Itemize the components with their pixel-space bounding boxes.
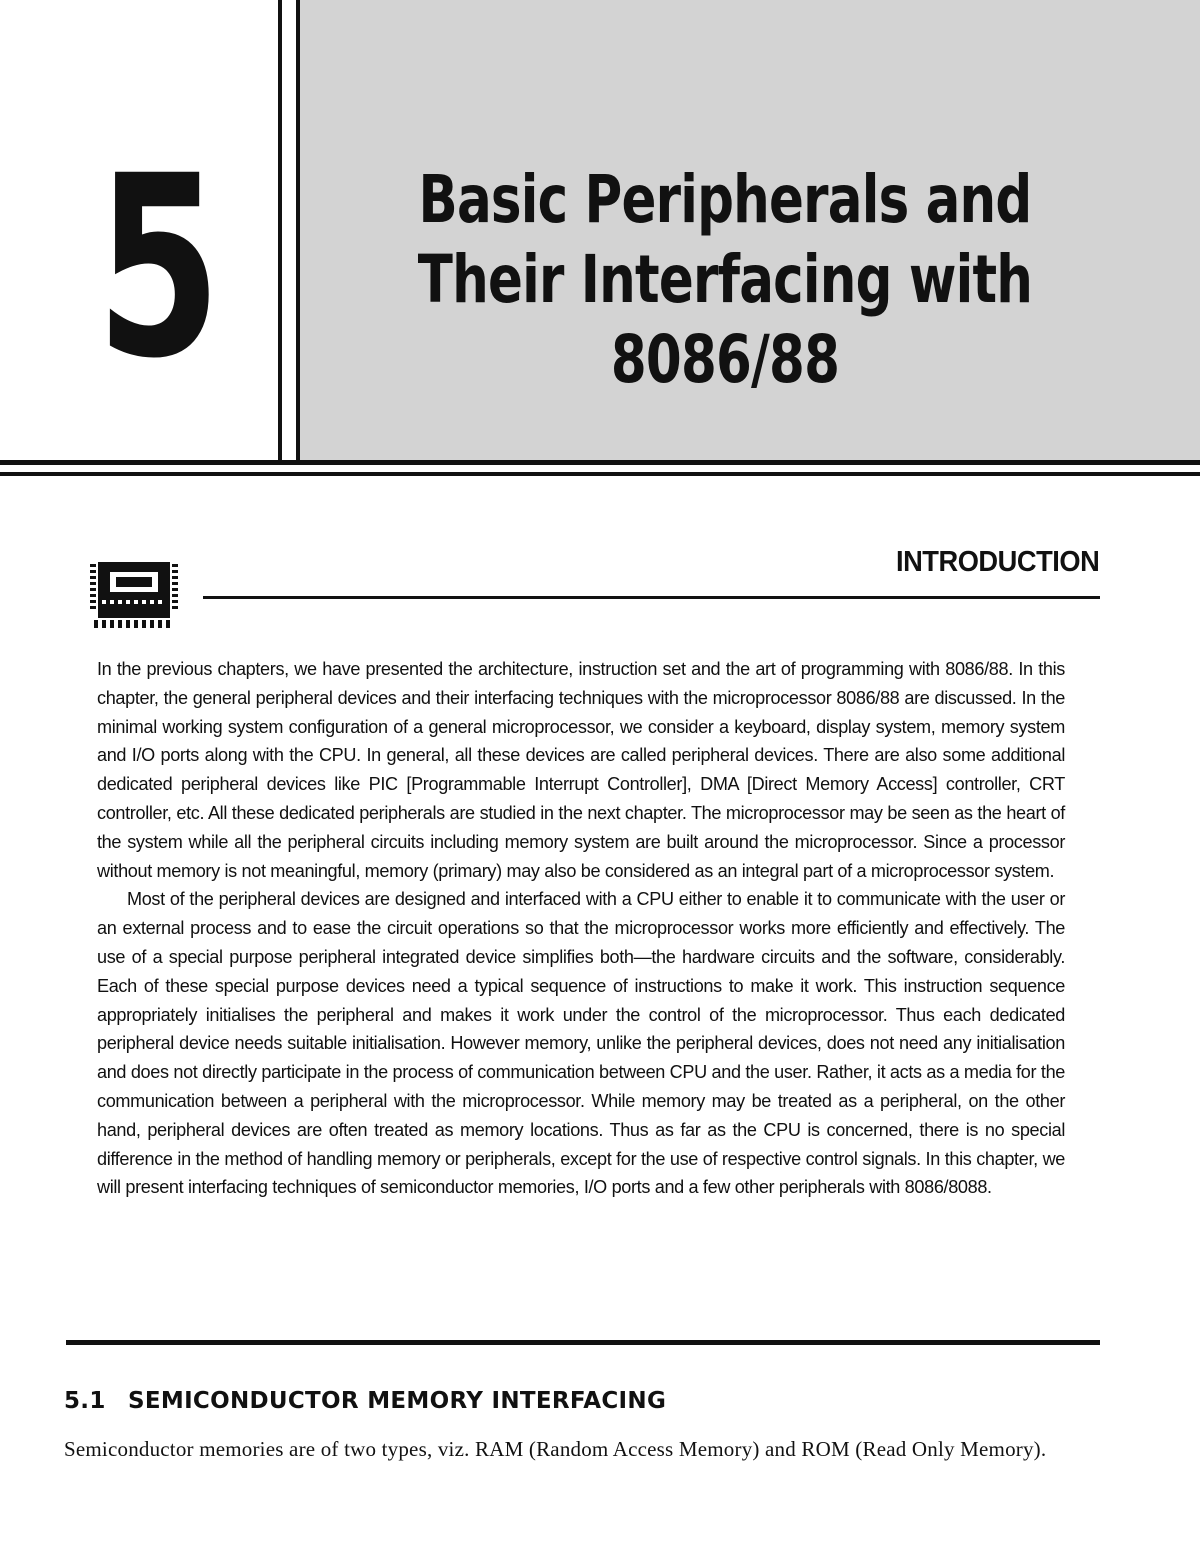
paragraph: In the previous chapters, we have presented the architecture, instruction set and the art of programming with 8086/88. In this chapter, the general peripheral devices and their interfacing techniques with the microprocessor 8086/88 are discussed. In the minimal working system configuration of a general microprocessor, we consider a keyboard, display system, memory system and I/O ports along with the CPU. In general, all these devices are called peripheral devices. There are also some additional dedicated peripheral devices like PIC [Programmable Interrupt Controller], DMA [Direct Memory Access] controller, CRT controller, etc. All these dedicated peripherals are studied in the next chapter. The microprocessor may be seen as the heart of the system while all the peripheral circuits including memory system are built around the microprocessor. Since a processor without memory is not meaningful, memory (primary) may also be considered as an integral part of a microprocessor system. [97, 659, 1065, 881]
header-divider-secondary [0, 472, 1200, 476]
paragraph: Most of the peripheral devices are designed and interfaced with a CPU either to enable it to communicate with the user or an external process and to ease the circuit operations so that the microprocessor works more efficiently and effectively. The use of a special purpose peripheral integrated device simplifies both—the hardware circuits and the software, considerably. Each of these special purpose devices need a typical sequence of instructions to make it work. This instruction sequence appropriately initialises the peripheral and makes it work under the control of the microprocessor. Thus each dedicated peripheral device needs suitable initialisation. However memory, unlike the peripheral devices, does not need any initialisation and does not directly participate in the process of communication between CPU and the user. Rather, it acts as a media for the communication between a peripheral with the microprocessor. While memory may be treated as a peripheral, on the other hand, peripheral devices are often treated as memory locations. Thus as far as the CPU is concerned, there is no special difference in the method of handling memory or peripherals, except for the use of respective control signals. In this chapter, we will present interfacing techniques of semiconductor memories, I/O ports and a few other peripherals with 8086/8088. [97, 889, 1065, 1198]
section-number: 5.1 [64, 1388, 106, 1414]
section-title: SEMICONDUCTOR MEMORY INTERFACING [128, 1388, 667, 1414]
header-divider [0, 460, 1200, 465]
chapter-title-panel [296, 0, 1200, 462]
section-paragraph: Semiconductor memories are of two types, viz. RAM (Random Access Memory) and ROM (Read Only Memory). [64, 1437, 1047, 1461]
chapter-number-panel [0, 0, 282, 460]
microprocessor-chip-icon [88, 560, 180, 630]
section-heading [64, 1388, 666, 1414]
introduction-heading: INTRODUCTION [895, 546, 1099, 578]
chapter-title-line: Their Interfacing with [417, 241, 1033, 318]
chapter-title-line: Basic Peripherals and [418, 161, 1032, 238]
introduction-body [97, 655, 1065, 1202]
chapter-number: 5 [96, 122, 217, 413]
chapter-title [300, 160, 1150, 400]
chapter-title-line: 8086/88 [610, 321, 840, 398]
section-divider [66, 1340, 1100, 1345]
introduction-rule [203, 596, 1100, 599]
